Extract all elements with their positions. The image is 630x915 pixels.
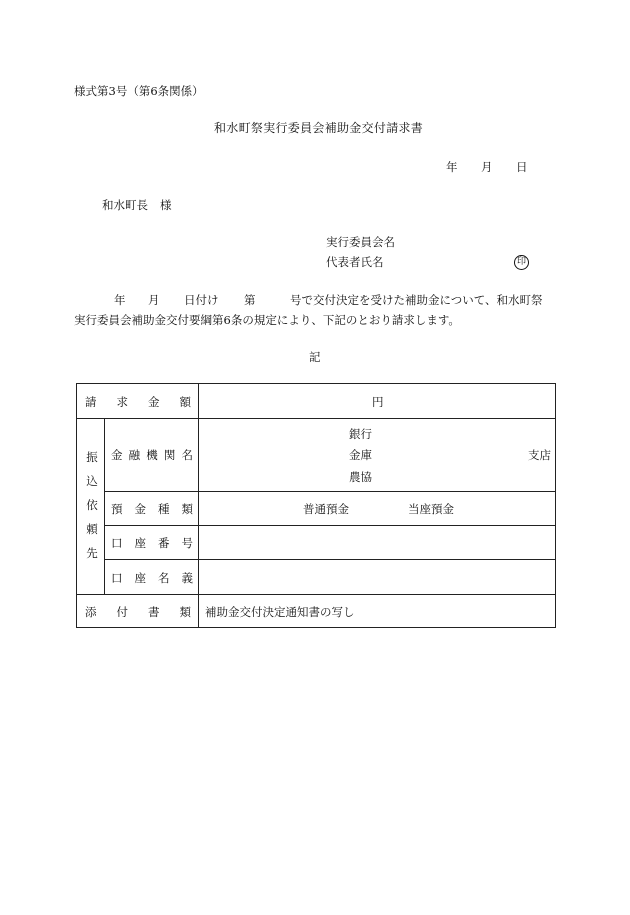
table-rule	[77, 594, 555, 595]
body-line1-rest: 号で交付決定を受けた補助金について、和水町祭	[290, 293, 543, 307]
table-rule	[77, 418, 555, 419]
addressee-name: 和水町長	[102, 198, 148, 212]
branch-suffix: 支店	[528, 448, 551, 462]
attachment-label: 添 付 書 類	[85, 605, 191, 619]
table-rule	[104, 491, 555, 492]
deposit-type-label: 預 金 種 類	[111, 502, 193, 516]
table-rule	[104, 559, 555, 560]
account-number-label: 口 座 番 号	[111, 536, 193, 550]
body-year: 年	[114, 293, 126, 307]
form-number: 様式第3号（第6条関係）	[74, 84, 204, 98]
amount-unit: 円	[372, 395, 384, 409]
date-month: 月	[481, 160, 493, 174]
date-day: 日	[516, 160, 528, 174]
body-month: 月	[148, 293, 160, 307]
addressee-suffix: 様	[160, 198, 172, 212]
body-text-line-2: 実行委員会補助金交付要綱第6条の規定により、下記のとおり請求します。	[74, 313, 460, 327]
table-rule	[104, 525, 555, 526]
institution-type-bank: 銀行	[349, 427, 372, 441]
request-table	[76, 383, 556, 628]
institution-type-nokyo: 農協	[349, 470, 372, 484]
table-rule	[104, 418, 105, 594]
representative-name-label: 代表者氏名	[326, 255, 384, 269]
transfer-destination-label: 振 込 依 頼 先	[86, 450, 98, 560]
table-rule	[198, 384, 199, 627]
amount-label: 請 求 金 額	[85, 395, 191, 409]
document-title: 和水町祭実行委員会補助金交付請求書	[214, 121, 424, 135]
seal-mark: 印	[514, 255, 529, 270]
deposit-type-current: 当座預金	[408, 502, 454, 516]
body-dated: 日付け	[184, 293, 219, 307]
deposit-type-ordinary: 普通預金	[303, 502, 349, 516]
institution-type-shinkin: 金庫	[349, 448, 372, 462]
committee-name-label: 実行委員会名	[326, 235, 395, 249]
institution-label: 金 融 機 関 名	[111, 448, 193, 462]
body-number-prefix: 第	[244, 293, 256, 307]
attachment-value: 補助金交付決定通知書の写し	[205, 605, 355, 619]
record-mark: 記	[309, 350, 321, 364]
account-name-label: 口 座 名 義	[111, 571, 193, 585]
date-year: 年	[446, 160, 458, 174]
